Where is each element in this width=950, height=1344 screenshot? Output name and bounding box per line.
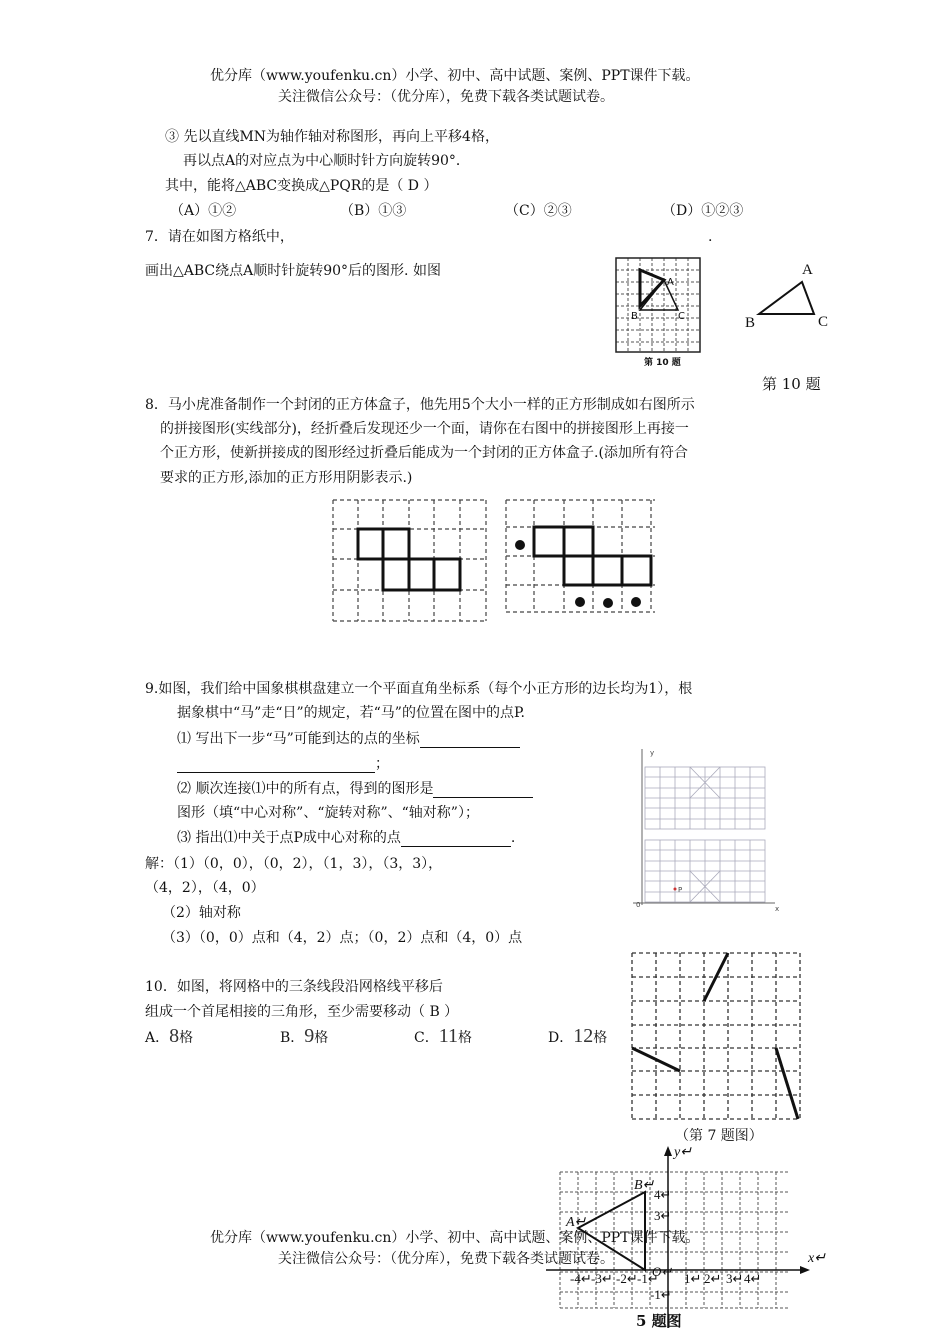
- q6-stem: 其中，能将△ABC变换成△PQR的是（ D ）: [165, 178, 438, 194]
- q10-line-2: 组成一个首尾相接的三角形，至少需要移动（ B ）: [145, 1004, 459, 1020]
- q9-origin: 0: [636, 901, 641, 909]
- q9-sub1-row2: [177, 755, 389, 773]
- q5-x-tick-1: 1↵: [684, 1271, 702, 1286]
- q9-line-2: 据象棋中“马”走“日”的规定，若“马”的位置在图中的点P.: [177, 705, 525, 721]
- q10-option-b: [280, 1027, 328, 1047]
- q10-option-a: [145, 1027, 193, 1047]
- header-line-2: 关注微信公众号：（优分库），免费下载各类试题试卷。: [278, 89, 614, 105]
- q9-sub1-row: [177, 730, 520, 748]
- q7-caption: 第 10 题: [762, 375, 821, 393]
- q10-option-a-unit: 格: [179, 1030, 194, 1046]
- q10-option-d-unit: 格: [593, 1030, 608, 1046]
- q6-item3-b: 再以点A的对应点为中心顺时针方向旋转90°．: [183, 153, 470, 169]
- q10-option-c-num: 11: [438, 1025, 458, 1047]
- q7-line-2: 画出△ABC绕点A顺时针旋转90°后的图形. 如图: [145, 263, 441, 279]
- q10-option-b-num: 9: [304, 1025, 315, 1047]
- q6-option-a: （A）①②: [170, 203, 237, 219]
- q10-line-1: 10．如图，将网格中的三条线段沿网格线平移后: [145, 979, 443, 995]
- q5-origin: O↵: [652, 1264, 673, 1279]
- q9-answer-1b: （4，2），（4，0）: [145, 880, 265, 896]
- q9-sub2-row: [177, 780, 533, 798]
- q8-net-figure-left: [330, 497, 490, 625]
- q6-option-b: （B）①③: [340, 203, 407, 219]
- q5-x-tick-m2: -2↵: [616, 1271, 638, 1286]
- q5-x-tick-m1: -1↵: [637, 1271, 659, 1286]
- q9-sub1-blank[interactable]: [420, 733, 520, 748]
- q7-line-1: 7．请在如图方格纸中，: [145, 229, 294, 245]
- q9-sub1: ⑴ 写出下一步“马”可能到达的点的坐标: [177, 731, 420, 747]
- q10-option-b-label: B．: [280, 1030, 305, 1046]
- q9-point-p: P: [678, 886, 683, 894]
- q5-x-tick-m3: -3↵: [591, 1271, 613, 1286]
- q9-sub1-blank-2[interactable]: [177, 758, 375, 773]
- q10-option-d: [548, 1027, 607, 1047]
- q5-y-tick-3: 3↵: [654, 1208, 672, 1223]
- q8-net-figure-right: [503, 497, 663, 615]
- header-line-1: 优分库（www.youfenku.cn）小学、初中、高中试题、案例、PPT课件下载。: [210, 68, 700, 84]
- q9-sub2: ⑵ 顺次连接⑴中的所有点，得到的图形是: [177, 781, 434, 797]
- q7-fig-label-b: B: [631, 311, 638, 322]
- q7-grid-figure: [612, 255, 707, 370]
- q5-x-tick-3: 3↵: [726, 1271, 744, 1286]
- q10-caption: （第 7 题图）: [675, 1128, 763, 1144]
- q5-label-a: A↵: [566, 1215, 587, 1230]
- q5-y-tick-4: 4↵: [654, 1187, 672, 1202]
- q9-answer-3: （3）（0，0）点和（4，2）点；（0，2）点和（4，0）点: [162, 930, 523, 946]
- q5-y-label: y↵: [674, 1145, 692, 1160]
- q7-fig-label-c: C: [678, 311, 685, 322]
- q7-triangle-abc: [740, 260, 840, 335]
- q5-caption: 5 题图: [636, 1312, 682, 1330]
- q7-stray-dot: .: [708, 229, 713, 245]
- q9-axis-y: y: [650, 749, 655, 757]
- q9-sub2-b: 图形（填“中心对称”、“旋转对称”、“轴对称”）；: [177, 805, 479, 821]
- q10-option-b-unit: 格: [314, 1030, 329, 1046]
- q8-line-3: 个正方形，使新拼接成的图形经过折叠后能成为一个封闭的正方体盒子.(添加所有符合: [160, 445, 688, 461]
- q5-x-tick-m4: -4↵: [570, 1271, 592, 1286]
- q7-fig-label-a: A: [667, 277, 674, 288]
- q5-x-label: x↵: [808, 1251, 826, 1266]
- q7-fig-caption: 第 10 题: [644, 358, 681, 368]
- q5-label-b: B↵: [634, 1178, 655, 1193]
- q7-tri-label-b: B: [745, 315, 756, 331]
- q10-option-c: [414, 1027, 472, 1047]
- footer-line-1: 优分库（www.youfenku.cn）小学、初中、高中试题、案例、PPT课件下载。: [210, 1230, 700, 1246]
- q8-line-2: 的拼接图形(实线部分)，经折叠后发现还少一个面，请你在右图中的拼接图形上再接一: [160, 421, 689, 437]
- q5-y-tick-m1: -1↵: [650, 1287, 672, 1302]
- q9-line-1: 9.如图，我们给中国象棋棋盘建立一个平面直角坐标系（每个小正方形的边长均为1），根: [145, 681, 693, 697]
- q7-tri-label-a: A: [802, 262, 813, 278]
- q10-option-a-label: A．: [145, 1030, 170, 1046]
- q10-option-d-num: 12: [573, 1025, 594, 1047]
- q9-answer-2: （2）轴对称: [162, 905, 241, 921]
- q9-chessboard-figure: [625, 745, 785, 917]
- q8-line-4: 要求的正方形,添加的正方形用阴影表示.): [160, 470, 413, 486]
- q5-x-tick-4: 4↵: [744, 1271, 762, 1286]
- q6-option-d: （D）①②③: [662, 203, 744, 219]
- q9-sub3-blank[interactable]: [401, 832, 511, 847]
- q8-line-1: 8．马小虎准备制作一个封闭的正方体盒子，他先用5个大小一样的正方形制成如右图所示: [145, 397, 695, 413]
- q9-sub1-end: ；: [375, 756, 389, 772]
- q10-option-c-unit: 格: [457, 1030, 472, 1046]
- footer-line-2: 关注微信公众号：（优分库），免费下载各类试题试卷。: [278, 1251, 614, 1267]
- q9-sub2-blank[interactable]: [433, 783, 533, 798]
- q6-option-c: （C）②③: [505, 203, 572, 219]
- q10-option-a-num: 8: [169, 1025, 180, 1047]
- q9-sub3: ⑶ 指出⑴中关于点P成中心对称的点: [177, 830, 401, 846]
- q9-sub3-end: .: [510, 830, 516, 846]
- q10-grid-figure: [628, 950, 804, 1122]
- q9-sub3-row: [177, 829, 515, 847]
- q6-item3-a: ③ 先以直线MN为轴作轴对称图形，再向上平移4格，: [165, 129, 499, 145]
- q10-option-d-label: D．: [548, 1030, 574, 1046]
- q10-option-c-label: C．: [414, 1030, 439, 1046]
- q9-axis-x: x: [775, 905, 780, 913]
- q7-tri-label-c: C: [818, 314, 829, 330]
- q5-x-tick-2: 2↵: [704, 1271, 722, 1286]
- q9-answer-1: 解：（1）（0，0），（0，2），（1，3），（3，3），: [145, 856, 443, 872]
